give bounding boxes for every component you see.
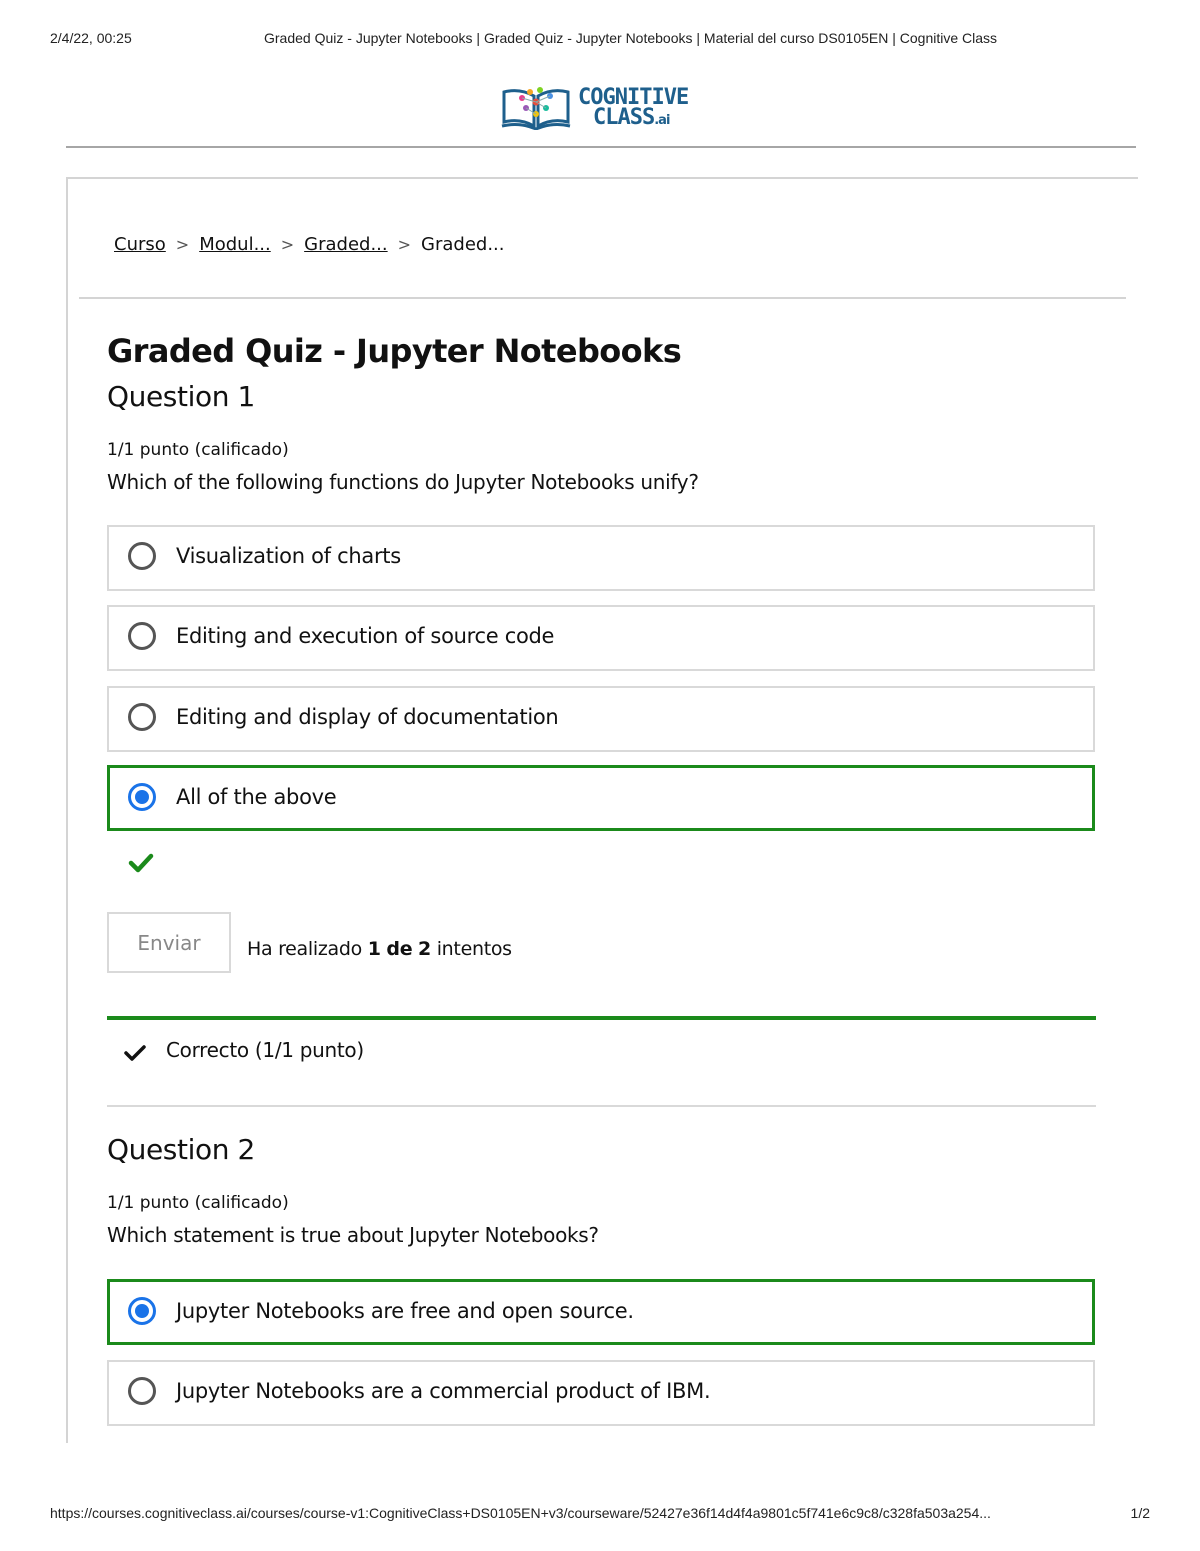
question-2-title: Question 2 [107,1133,255,1166]
cognitive-class-logo[interactable] [500,84,700,134]
radio-button[interactable] [128,703,156,731]
q1-option-4-selected[interactable] [107,765,1095,831]
option-label: Editing and display of documentation [176,705,559,729]
book-network-icon [500,84,572,130]
question-divider [107,1105,1096,1107]
radio-button-selected[interactable] [128,783,156,811]
radio-button-selected[interactable] [128,1297,156,1325]
option-label: Editing and execution of source code [176,624,555,648]
question-1-title: Question 1 [107,380,255,413]
logo-text-class: CLASS.ai [593,105,670,130]
status-bar-correct [107,1016,1096,1020]
status-text: Correcto (1/1 punto) [166,1038,364,1062]
breadcrumb [114,234,505,255]
check-icon [123,1044,147,1062]
question-1-prompt: Which of the following functions do Jupyter Notebooks unify? [107,470,699,494]
question-1-points: 1/1 punto (calificado) [107,440,289,460]
print-page-number: 1/2 [1130,1505,1150,1521]
correct-check-icon [128,852,154,874]
breadcrumb-section[interactable]: Graded... [304,234,388,255]
breadcrumb-course[interactable]: Curso [114,234,166,255]
option-label: Visualization of charts [176,544,401,568]
option-label: All of the above [176,785,337,809]
question-2-points: 1/1 punto (calificado) [107,1193,289,1213]
q2-option-1-selected[interactable] [107,1279,1095,1345]
header-divider [66,146,1136,148]
q1-option-2[interactable] [107,605,1095,671]
breadcrumb-module[interactable]: Modul... [199,234,271,255]
breadcrumb-separator: > [397,235,412,254]
print-url: https://courses.cognitiveclass.ai/courses/course-v1:CognitiveClass+DS0105EN+v3/courseware/52427e36f14d4f4a9801c5f741e6c9c8/c328fa503a254... [50,1505,991,1521]
breadcrumb-separator: > [175,235,190,254]
submit-button[interactable]: Enviar [107,912,231,973]
print-header [50,30,1150,50]
print-document-title: Graded Quiz - Jupyter Notebooks | Graded Quiz - Jupyter Notebooks | Material del curso DS0105EN | Cognitive Class [264,30,998,46]
radio-button[interactable] [128,622,156,650]
page-title: Graded Quiz - Jupyter Notebooks [107,332,682,370]
logo-text-cognitive: COGNITIVE [578,85,689,110]
breadcrumb-separator: > [280,235,295,254]
radio-button[interactable] [128,1377,156,1405]
question-2-prompt: Which statement is true about Jupyter Notebooks? [107,1223,599,1247]
breadcrumb-divider [79,297,1126,299]
q1-option-1[interactable] [107,525,1095,591]
option-label: Jupyter Notebooks are a commercial product of IBM. [176,1379,711,1403]
breadcrumb-current: Graded... [421,234,505,255]
print-date: 2/4/22, 00:25 [50,30,132,46]
radio-button[interactable] [128,542,156,570]
attempts-text: Ha realizado 1 de 2 intentos [247,938,512,960]
q1-option-3[interactable] [107,686,1095,752]
option-label: Jupyter Notebooks are free and open source. [176,1299,634,1323]
q2-option-2[interactable] [107,1360,1095,1426]
